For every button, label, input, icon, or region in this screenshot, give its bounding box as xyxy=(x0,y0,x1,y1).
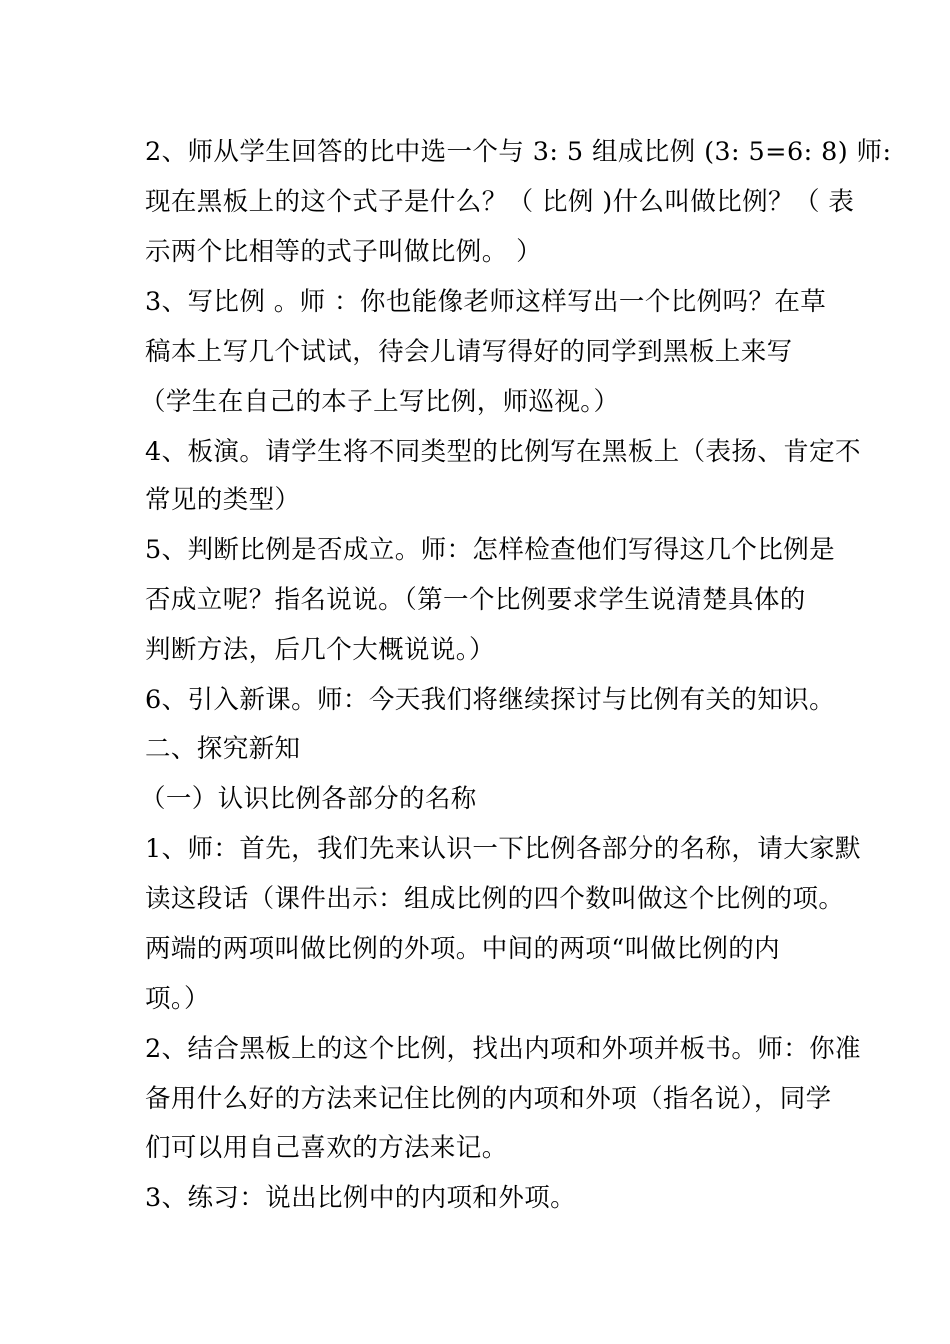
text-line: 备用什么好的方法来记住比例的内项和外项（指名说），同学 xyxy=(145,1084,832,1114)
text-line: 6、引入新课。师：今天我们将继续探讨与比例有关的知识。 xyxy=(145,685,836,715)
text-line: 2、师从学生回答的比中选一个与 3: 5 组成比例 (3: 5=6: 8) 师: xyxy=(145,137,892,167)
text-line: 否成立呢？指名说说。（第一个比例要求学生说清楚具体的 xyxy=(145,585,806,615)
text-line: 1、师：首先，我们先来认识一下比例各部分的名称，请大家默 xyxy=(145,834,861,864)
text-line: 4、板演。请学生将不同类型的比例写在黑板上（表扬、肯定不 xyxy=(145,437,861,467)
text-line: 5、判断比例是否成立。师：怎样检查他们写得这几个比例是 xyxy=(145,535,836,565)
text-line: 们可以用自己喜欢的方法来记。 xyxy=(145,1133,508,1163)
text-line: 2、结合黑板上的这个比例，找出内项和外项并板书。师：你准 xyxy=(145,1034,861,1064)
text-line: 读这段话（课件出示：组成比例的四个数叫做这个比例的项。 xyxy=(145,884,845,914)
text-line: 判断方法，后几个大概说说。） xyxy=(145,635,495,665)
text-line: 两端的两项叫做比例的外项。中间的两项“叫做比例的内 xyxy=(145,934,781,964)
section-heading: 二、探究新知 xyxy=(145,734,301,764)
text-line: 3、写比例 。师 ：你也能像老师这样写出一个比例吗？在草 xyxy=(145,287,827,317)
text-line: 常见的类型） xyxy=(145,485,301,515)
text-line: 项。） xyxy=(145,984,210,1014)
text-line: 稿本上写几个试试，待会儿请写得好的同学到黑板上来写 xyxy=(145,337,793,367)
text-line: 现在黑板上的这个式子是什么？（ 比例 )什么叫做比例？（ 表 xyxy=(145,187,855,217)
text-line: 示两个比相等的式子叫做比例。 ） xyxy=(145,237,543,267)
subsection-heading: （一）认识比例各部分的名称 xyxy=(140,784,477,814)
text-line: （学生在自己的本子上写比例，师巡视。） xyxy=(140,387,620,417)
text-line: 3、练习：说出比例中的内项和外项。 xyxy=(145,1183,577,1213)
